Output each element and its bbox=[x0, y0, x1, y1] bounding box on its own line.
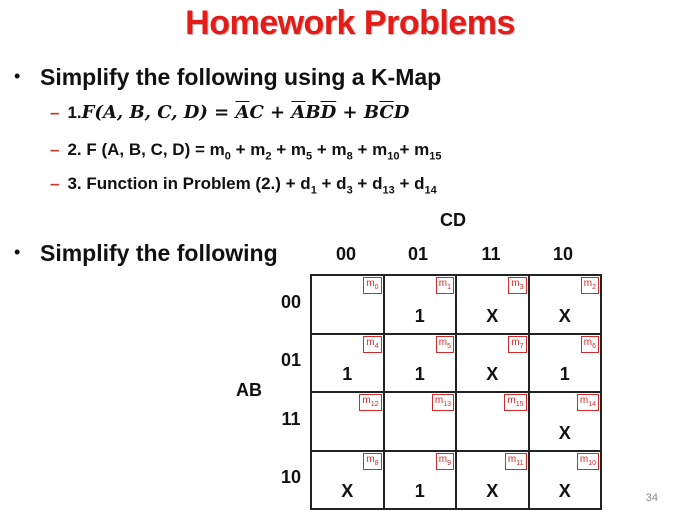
subscript: 0 bbox=[224, 150, 231, 163]
bullet-simplify: Simplify the following bbox=[40, 240, 278, 266]
minterm-tag bbox=[504, 394, 526, 411]
minterm-index: 4 bbox=[374, 342, 379, 350]
kmap-row-header: 11 bbox=[281, 409, 301, 429]
kmap-ab-label: AB bbox=[236, 380, 262, 400]
minterm-prefix: m bbox=[434, 395, 444, 406]
problem-1-lhs: F(A, B, C, D) = bbox=[81, 102, 236, 123]
minterm-index: 1 bbox=[447, 284, 451, 291]
minterm-tag bbox=[508, 277, 526, 294]
subscript: 2 bbox=[265, 150, 272, 163]
minterm-index: 5 bbox=[447, 342, 451, 350]
kmap-cell bbox=[529, 392, 602, 451]
term-b: B bbox=[363, 102, 380, 123]
minterm-index: 14 bbox=[588, 401, 596, 408]
subscript: 1 bbox=[310, 184, 317, 197]
kmap-cell bbox=[311, 392, 384, 451]
kmap-row-header: 01 bbox=[280, 350, 302, 370]
minterm-tag bbox=[577, 394, 599, 411]
minterm-prefix: m bbox=[438, 336, 448, 348]
kmap-cell bbox=[384, 451, 457, 510]
kmap-cell-value: 1 bbox=[559, 364, 570, 384]
plus-d: + d bbox=[352, 174, 383, 193]
subscript: 14 bbox=[424, 184, 437, 197]
minterm-index: 12 bbox=[370, 401, 379, 408]
minterm-index: 9 bbox=[447, 459, 451, 467]
plus-m: + m bbox=[230, 140, 266, 159]
problem-1-prefix: 1. bbox=[67, 103, 82, 122]
minterm-index: 13 bbox=[443, 401, 451, 408]
minterm-index: 11 bbox=[516, 459, 524, 467]
kmap-cell bbox=[384, 392, 457, 451]
kmap-cell-value: 1 bbox=[414, 481, 425, 501]
kmap-cell-value: 1 bbox=[414, 364, 425, 384]
kmap-cell bbox=[456, 275, 529, 334]
kmap-cell bbox=[529, 451, 602, 510]
problem-1-expression bbox=[82, 102, 410, 123]
minterm-tag bbox=[505, 453, 527, 470]
term-c: C bbox=[249, 102, 264, 123]
minterm-index: 15 bbox=[515, 401, 524, 408]
kmap-cell bbox=[384, 334, 457, 393]
kmap-cell bbox=[311, 334, 384, 393]
kmap-col-header: 10 bbox=[552, 244, 574, 264]
minterm-tag bbox=[436, 336, 454, 353]
plus-m: + m bbox=[399, 140, 430, 159]
minterm-index: 8 bbox=[374, 459, 379, 467]
plus-m: + m bbox=[352, 140, 388, 159]
subscript: 10 bbox=[387, 150, 400, 163]
term-d-bar: $\overline{D}$ bbox=[320, 102, 337, 123]
kmap-cell-value: X bbox=[341, 481, 354, 501]
minterm-prefix: m bbox=[438, 278, 448, 289]
minterm-prefix: m bbox=[362, 395, 371, 406]
kmap-cell bbox=[456, 392, 529, 451]
term-c-bar: $\overline{C}$ bbox=[379, 102, 394, 123]
problem-1 bbox=[50, 102, 409, 123]
minterm-tag bbox=[363, 453, 381, 470]
term-a-bar: $\overline{A}$ bbox=[291, 102, 306, 123]
minterm-index: 10 bbox=[588, 459, 596, 467]
subscript: 3 bbox=[346, 184, 353, 197]
minterm-tag bbox=[508, 336, 526, 353]
minterm-index: 7 bbox=[519, 342, 524, 350]
minterm-prefix: m bbox=[507, 395, 516, 406]
kmap-cell-value: 1 bbox=[342, 364, 353, 384]
plus-m: + m bbox=[271, 140, 306, 159]
minterm-index: 2 bbox=[592, 284, 596, 291]
term-d: D bbox=[393, 102, 410, 123]
minterm-prefix: m bbox=[438, 453, 448, 465]
plus-m: + m bbox=[312, 140, 347, 159]
minterm-tag bbox=[581, 277, 599, 294]
bullet-dot-icon: • bbox=[14, 66, 21, 86]
minterm-prefix: m bbox=[366, 278, 375, 289]
minterm-prefix: m bbox=[579, 395, 589, 406]
kmap-cd-label: CD bbox=[440, 210, 466, 230]
kmap-cell bbox=[384, 275, 457, 334]
kmap-col-header: 01 bbox=[407, 244, 429, 264]
kmap-row-header: 10 bbox=[280, 467, 302, 487]
minterm-tag bbox=[432, 394, 454, 411]
plus: + bbox=[336, 102, 364, 123]
kmap-cell-value: X bbox=[486, 364, 499, 384]
dash-icon: – bbox=[50, 103, 60, 122]
problem-2 bbox=[50, 140, 442, 162]
minterm-prefix: m bbox=[583, 278, 593, 289]
minterm-prefix: m bbox=[366, 453, 375, 465]
kmap-cell-value: X bbox=[486, 481, 499, 501]
kmap-cell-value: X bbox=[558, 422, 571, 443]
bullet-kmap: Simplify the following using a K-Map bbox=[40, 64, 442, 90]
kmap-cell bbox=[529, 275, 602, 334]
minterm-index: 0 bbox=[374, 284, 379, 291]
kmap-row-header: 00 bbox=[280, 292, 302, 312]
kmap-cell bbox=[311, 275, 384, 334]
dash-icon: – bbox=[50, 140, 60, 159]
minterm-prefix: m bbox=[366, 336, 375, 348]
plus-d: + d bbox=[394, 174, 425, 193]
subscript: 13 bbox=[382, 184, 395, 197]
minterm-prefix: m bbox=[507, 453, 517, 465]
dash-icon: – bbox=[50, 174, 60, 193]
kmap-cell-value: X bbox=[558, 481, 571, 501]
problem-2-text: 2. F (A, B, C, D) = m bbox=[67, 140, 225, 159]
subscript: 5 bbox=[306, 150, 313, 163]
problem-3-text: 3. Function in Problem (2.) + d bbox=[67, 174, 311, 193]
minterm-index: 6 bbox=[592, 342, 596, 350]
kmap-cell bbox=[529, 334, 602, 393]
kmap-cell bbox=[456, 334, 529, 393]
subscript: 15 bbox=[429, 150, 442, 163]
kmap-cell-value: X bbox=[558, 305, 571, 326]
minterm-tag bbox=[436, 453, 454, 470]
plus: + bbox=[263, 102, 292, 123]
subscript: 8 bbox=[346, 150, 353, 163]
kmap-cell-value: X bbox=[486, 305, 499, 326]
kmap-cell-value: 1 bbox=[414, 305, 425, 326]
slide-title: Homework Problems bbox=[185, 4, 515, 42]
minterm-prefix: m bbox=[511, 278, 520, 289]
problem-3 bbox=[50, 174, 437, 196]
kmap-cell bbox=[456, 451, 529, 510]
kmap-col-header: 11 bbox=[481, 244, 501, 264]
minterm-prefix: m bbox=[583, 336, 593, 348]
term-a-bar: $\overline{A}$ bbox=[235, 102, 250, 123]
page-number: 34 bbox=[645, 492, 658, 504]
minterm-tag bbox=[359, 394, 381, 411]
bullet-dot-icon: • bbox=[14, 242, 21, 262]
kmap-grid bbox=[310, 274, 602, 510]
minterm-index: 3 bbox=[519, 284, 524, 291]
minterm-tag bbox=[577, 453, 599, 470]
minterm-prefix: m bbox=[511, 336, 520, 348]
kmap-cell bbox=[311, 451, 384, 510]
minterm-tag bbox=[363, 336, 381, 353]
plus-d: + d bbox=[316, 174, 347, 193]
term-b: B bbox=[305, 102, 321, 123]
minterm-tag bbox=[363, 277, 381, 294]
minterm-tag bbox=[581, 336, 599, 353]
kmap-col-header: 00 bbox=[335, 244, 357, 264]
minterm-tag bbox=[436, 277, 454, 294]
minterm-prefix: m bbox=[579, 453, 589, 465]
